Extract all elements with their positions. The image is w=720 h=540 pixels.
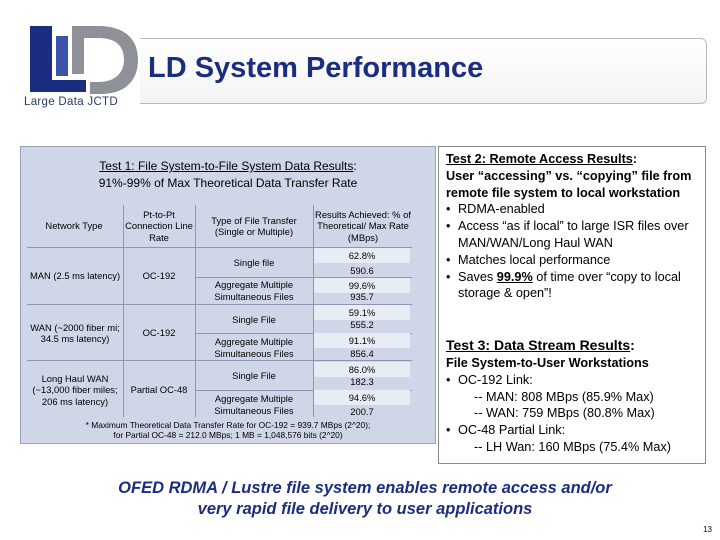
bullet-marker: • (446, 252, 451, 267)
table-cell-mbps: 935.7 (350, 291, 374, 302)
list-subitem: -- WAN: 759 MBps (80.8% Max) (474, 406, 655, 421)
table-cell-pct: 94.6% (314, 390, 410, 405)
table-cell-pct: 86.0% (314, 362, 410, 377)
bullet-marker: • (446, 372, 451, 387)
table-cell-line-rate: Partial OC-48 (130, 384, 188, 396)
test1-heading-suffix: : (353, 159, 357, 173)
table-cell-transfer-type: Single File (232, 369, 276, 381)
bullet-text: OC-48 Partial Link: (458, 423, 566, 438)
table-cell-pct: 62.8% (314, 248, 410, 263)
table-cell-transfer-type: Single file (233, 256, 275, 268)
table-cell-pct: 99.6% (314, 278, 410, 293)
list-item (446, 201, 704, 218)
table-cell-line-rate: OC-192 (142, 327, 176, 339)
table-cell-mbps: 590.6 (350, 265, 374, 276)
table-cell-mbps: 200.7 (350, 406, 374, 417)
list-item (446, 218, 704, 252)
conclusion-line-1: OFED RDMA / Lustre file system enables remote access and/or (118, 479, 612, 497)
test3-heading: Test 3: Data Stream Results (446, 337, 631, 353)
bullet-marker: • (446, 269, 451, 284)
test3-subheading: File System-to-User Workstations (446, 356, 649, 370)
bullet-text-emphasis: 99.9% (496, 269, 533, 284)
table-cell-transfer-type: Aggregate Multiple Simultaneous Files (214, 393, 294, 416)
table-cell-network: Long Haul WAN (~13,000 fiber miles; 206 ms latency) (32, 372, 118, 407)
table-cell-line-rate: OC-192 (142, 270, 176, 282)
test2-block (446, 151, 704, 302)
bottom-conclusion (0, 478, 720, 520)
list-item (446, 252, 704, 269)
test3-bullets (446, 372, 704, 456)
col-header-line-rate: Pt-to-Pt Connection Line Rate (125, 208, 193, 243)
test1-heading: Test 1: File System-to-File System Data Results (99, 159, 354, 173)
slide-title: LD System Performance (148, 52, 484, 84)
bullet-text: RDMA-enabled (458, 202, 545, 217)
test2-body: User “accessing” vs. “copying” file from remote file system to local workstation (446, 168, 692, 200)
table-cell-mbps: 856.4 (350, 348, 374, 359)
list-item (446, 372, 704, 389)
test2-heading-suffix: : (632, 152, 638, 166)
bullet-marker: • (446, 423, 451, 438)
col-header-network-type: Network Type (45, 220, 103, 232)
list-subitem: -- MAN: 808 MBps (85.9% Max) (474, 389, 654, 404)
test3-heading-suffix: : (630, 337, 635, 353)
table-divider (123, 205, 124, 417)
col-header-results: Results Achieved: % of Theoretical/ Max Rate (MBps) (315, 208, 411, 243)
list-item (446, 269, 704, 303)
table-cell-mbps: 182.3 (350, 376, 374, 387)
test1-subheading: 91%-99% of Max Theoretical Data Transfer Rate (98, 176, 358, 190)
bullet-text-prefix: Saves (458, 269, 497, 284)
table-cell-pct: 59.1% (314, 305, 410, 320)
bullet-text: Access “as if local” to large ISR files over MAN/WAN/Long Haul WAN (458, 219, 689, 250)
table-cell-mbps: 555.2 (350, 319, 374, 330)
test2-bullets (446, 201, 704, 302)
test3-block (446, 355, 704, 456)
table-cell-transfer-type: Aggregate Multiple Simultaneous Files (214, 279, 294, 302)
list-subitem: -- LH Wan: 160 MBps (75.4% Max) (474, 439, 671, 454)
table-cell-network: WAN (~2000 fiber mi; 34.5 ms latency) (30, 321, 120, 344)
results-panel (438, 146, 706, 464)
logo-caption: Large Data JCTD (24, 96, 118, 108)
col-header-transfer-type: Type of File Transfer (Single or Multiple) (211, 214, 297, 237)
table-cell-pct: 91.1% (314, 333, 410, 348)
table-divider (195, 205, 196, 417)
table-cell-transfer-type: Aggregate Multiple Simultaneous Files (214, 336, 294, 359)
footnote-line-2: for Partial OC-48 = 212.0 MBps; 1 MB = 1,048,576 bits (2^20) (113, 430, 343, 440)
bullet-marker: • (446, 219, 451, 234)
table-cell-network: MAN (2.5 ms latency) (29, 270, 121, 282)
page-number: 13 (703, 525, 712, 534)
table-cell-transfer-type: Single File (232, 313, 276, 325)
list-item (446, 422, 704, 439)
test3-heading-block (446, 337, 704, 354)
table-footnote (21, 420, 435, 440)
test1-heading-block (21, 158, 435, 192)
conclusion-line-2: very rapid file delivery to user applications (197, 500, 533, 518)
bullet-text: Matches local performance (458, 252, 611, 267)
footnote-line-1: * Maximum Theoretical Data Transfer Rate for OC-192 = 939.7 MBps (2^20); (85, 420, 371, 430)
bullet-text-suffix: of time over “copy to local storage & open”! (458, 269, 681, 301)
test1-panel (20, 146, 436, 444)
test2-heading: Test 2: Remote Access Results (446, 152, 633, 166)
bullet-text: OC-192 Link: (458, 372, 533, 387)
bullet-marker: • (446, 202, 451, 217)
